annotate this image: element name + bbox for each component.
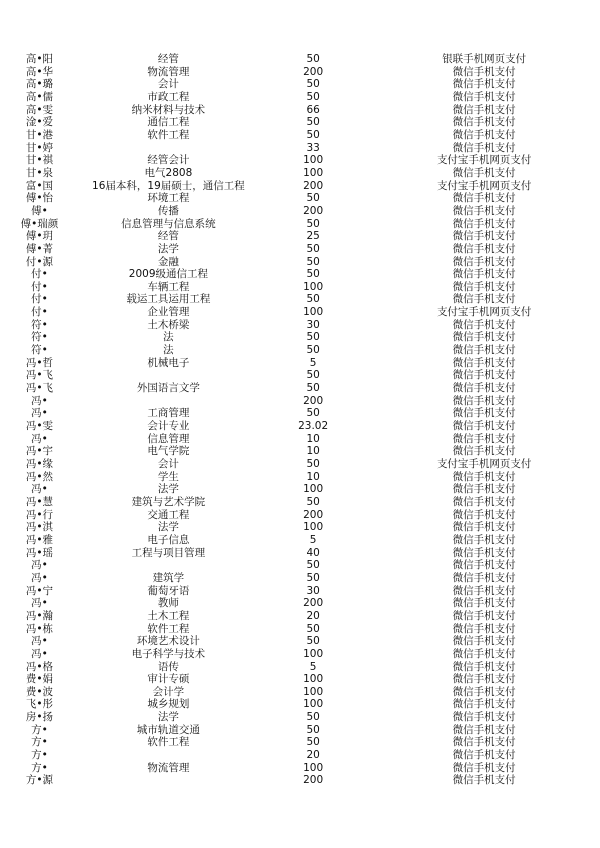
- table-row: [0, 331, 600, 344]
- donor-name-cell: 冯•雯: [25, 420, 54, 433]
- table-row: [0, 129, 600, 142]
- payment-method-cell: 微信手机支付: [452, 382, 516, 395]
- major-cell: 法: [163, 344, 174, 357]
- major-cell: 电气学院: [147, 445, 190, 458]
- table-row: [0, 142, 600, 155]
- donation-table: [0, 53, 600, 787]
- payment-method-cell: 微信手机支付: [452, 445, 516, 458]
- major-cell: 载运工具运用工程: [126, 293, 211, 306]
- major-cell: [79, 774, 258, 787]
- amount-cell: 10: [306, 432, 320, 445]
- table-row: [0, 78, 600, 91]
- table-row: [0, 420, 600, 433]
- donor-name-cell: 傅•瑞颜: [20, 217, 59, 230]
- major-cell: 会计专业: [147, 420, 190, 433]
- donor-name-cell: 冯•: [31, 571, 48, 584]
- table-row: [0, 623, 600, 636]
- table-row: [0, 749, 600, 762]
- table-row: [0, 762, 600, 775]
- table-row: [0, 369, 600, 382]
- donor-name-cell: 冯•缘: [25, 458, 54, 470]
- donor-name-cell: 冯•瀚: [25, 609, 54, 622]
- table-row: [0, 116, 600, 129]
- amount-cell: 50: [306, 495, 320, 508]
- amount-cell: 50: [306, 711, 320, 724]
- table-row: [0, 496, 600, 509]
- amount-cell: 100: [303, 698, 324, 711]
- major-cell: [79, 559, 258, 572]
- payment-method-cell: 微信手机支付: [452, 495, 516, 508]
- major-cell: 金融: [157, 255, 179, 268]
- major-cell: 外国语言文学: [136, 382, 200, 395]
- payment-method-cell: 支付宝手机网页支付: [436, 154, 532, 167]
- donor-name-cell: 高•儒: [25, 90, 54, 103]
- major-cell: 纳米材料与技术: [131, 103, 206, 116]
- amount-cell: 40: [306, 546, 320, 559]
- payment-method-cell: 微信手机支付: [452, 217, 516, 230]
- amount-cell: 5: [309, 533, 317, 546]
- donor-name-cell: 冯•宇: [25, 445, 54, 458]
- donor-name-cell: 付•源: [25, 255, 54, 268]
- amount-cell: 200: [303, 204, 324, 217]
- table-row: [0, 293, 600, 306]
- donor-name-cell: 甘•泉: [25, 166, 54, 179]
- donor-name-cell: 符•: [31, 318, 48, 331]
- donor-name-cell: 甘•港: [25, 128, 54, 141]
- donor-name-cell: 傅•: [31, 204, 48, 217]
- table-body: [0, 53, 600, 787]
- major-cell: 环境艺术设计: [136, 635, 200, 648]
- major-cell: 会计: [157, 458, 179, 470]
- major-cell: 电气2808: [144, 166, 193, 179]
- table-row: [0, 104, 600, 117]
- major-cell: [79, 142, 258, 155]
- amount-cell: 66: [306, 103, 320, 116]
- amount-cell: 50: [306, 458, 320, 470]
- payment-method-cell: 微信手机支付: [452, 344, 516, 357]
- amount-cell: 200: [303, 179, 324, 192]
- major-cell: 建筑学: [152, 571, 185, 584]
- amount-cell: 5: [309, 356, 317, 369]
- table-row: [0, 268, 600, 281]
- payment-method-cell: 微信手机支付: [452, 660, 516, 673]
- amount-cell: 50: [306, 369, 320, 382]
- amount-cell: 50: [306, 53, 320, 65]
- donor-name-cell: 傅•玥: [25, 230, 54, 243]
- table-row: [0, 344, 600, 357]
- donor-name-cell: 高•雯: [25, 103, 54, 116]
- amount-cell: 50: [306, 723, 320, 736]
- amount-cell: 200: [303, 774, 324, 787]
- donor-name-cell: 冯•: [31, 407, 48, 420]
- table-row: [0, 433, 600, 446]
- payment-method-cell: 微信手机支付: [452, 546, 516, 559]
- major-cell: 软件工程: [147, 736, 190, 749]
- payment-method-cell: 支付宝手机网页支付: [436, 179, 532, 192]
- amount-cell: 10: [306, 470, 320, 483]
- amount-cell: 100: [303, 521, 324, 534]
- table-row: [0, 382, 600, 395]
- table-row: [0, 724, 600, 737]
- payment-method-cell: 支付宝手机网页支付: [436, 306, 532, 319]
- amount-cell: 50: [306, 622, 320, 635]
- major-cell: 土木工程: [147, 609, 190, 622]
- amount-cell: 20: [306, 749, 320, 762]
- payment-method-cell: 微信手机支付: [452, 318, 516, 331]
- major-cell: 信息管理: [147, 432, 190, 445]
- table-row: [0, 243, 600, 256]
- amount-cell: 200: [303, 394, 324, 407]
- major-cell: 物流管理: [147, 761, 190, 774]
- major-cell: 城乡规划: [147, 698, 190, 711]
- payment-method-cell: 微信手机支付: [452, 90, 516, 103]
- payment-method-cell: 微信手机支付: [452, 128, 516, 141]
- donor-name-cell: 方•: [31, 761, 48, 774]
- payment-method-cell: 微信手机支付: [452, 116, 516, 129]
- major-cell: [79, 749, 258, 762]
- payment-method-cell: 银联手机网页支付: [442, 53, 527, 65]
- amount-cell: 23.02: [298, 420, 329, 433]
- amount-cell: 50: [306, 90, 320, 103]
- donor-name-cell: 付•: [31, 306, 48, 319]
- payment-method-cell: 微信手机支付: [452, 230, 516, 243]
- donor-name-cell: 冯•行: [25, 508, 54, 521]
- amount-cell: 20: [306, 609, 320, 622]
- donor-name-cell: 冯•: [31, 483, 48, 496]
- major-cell: 通信工程: [147, 116, 190, 129]
- table-row: [0, 91, 600, 104]
- major-cell: 环境工程: [147, 192, 190, 205]
- payment-method-cell: 微信手机支付: [452, 521, 516, 534]
- major-cell: 电子信息: [147, 533, 190, 546]
- table-row: [0, 256, 600, 269]
- table-row: [0, 572, 600, 585]
- major-cell: 葡萄牙语: [147, 584, 190, 597]
- payment-method-cell: 微信手机支付: [452, 356, 516, 369]
- major-cell: [79, 369, 258, 382]
- table-row: [0, 711, 600, 724]
- amount-cell: 50: [306, 78, 320, 91]
- table-row: [0, 547, 600, 560]
- donor-name-cell: 冯•格: [25, 660, 54, 673]
- payment-method-cell: 微信手机支付: [452, 255, 516, 268]
- amount-cell: 100: [303, 647, 324, 660]
- payment-method-cell: 微信手机支付: [452, 280, 516, 293]
- table-row: [0, 192, 600, 205]
- amount-cell: 200: [303, 597, 324, 610]
- major-cell: 审计专硕: [147, 673, 190, 686]
- donor-name-cell: 甘•祺: [25, 154, 54, 167]
- amount-cell: 50: [306, 331, 320, 344]
- payment-method-cell: 微信手机支付: [452, 749, 516, 762]
- payment-method-cell: 微信手机支付: [452, 761, 516, 774]
- donor-name-cell: 冯•飞: [25, 369, 54, 382]
- amount-cell: 50: [306, 344, 320, 357]
- donor-name-cell: 方•: [31, 723, 48, 736]
- donor-name-cell: 方•: [31, 749, 48, 762]
- table-row: [0, 509, 600, 522]
- table-row: [0, 686, 600, 699]
- donor-name-cell: 冯•: [31, 647, 48, 660]
- major-cell: 语传: [157, 660, 179, 673]
- table-row: [0, 66, 600, 79]
- donor-name-cell: 冯•: [31, 432, 48, 445]
- payment-method-cell: 微信手机支付: [452, 420, 516, 433]
- payment-method-cell: 微信手机支付: [452, 508, 516, 521]
- amount-cell: 50: [306, 559, 320, 572]
- table-row: [0, 306, 600, 319]
- amount-cell: 50: [306, 217, 320, 230]
- payment-method-cell: 微信手机支付: [452, 622, 516, 635]
- payment-method-cell: 微信手机支付: [452, 204, 516, 217]
- major-cell: 企业管理: [147, 306, 190, 319]
- major-cell: 经管会计: [147, 154, 190, 167]
- table-row: [0, 559, 600, 572]
- payment-method-cell: 微信手机支付: [452, 559, 516, 572]
- major-cell: 机械电子: [147, 356, 190, 369]
- donor-name-cell: 付•: [31, 268, 48, 281]
- major-cell: 法学: [157, 483, 179, 496]
- table-row: [0, 458, 600, 471]
- payment-method-cell: 微信手机支付: [452, 685, 516, 698]
- table-row: [0, 661, 600, 674]
- payment-method-cell: 微信手机支付: [452, 407, 516, 420]
- donor-name-cell: 冯•: [31, 597, 48, 610]
- major-cell: [79, 395, 258, 408]
- payment-method-cell: 微信手机支付: [452, 293, 516, 306]
- donor-name-cell: 符•: [31, 331, 48, 344]
- amount-cell: 50: [306, 736, 320, 749]
- table-row: [0, 230, 600, 243]
- major-cell: 会计学: [152, 685, 185, 698]
- amount-cell: 50: [306, 255, 320, 268]
- amount-cell: 100: [303, 166, 324, 179]
- major-cell: 软件工程: [147, 622, 190, 635]
- amount-cell: 50: [306, 382, 320, 395]
- amount-cell: 100: [303, 483, 324, 496]
- table-row: [0, 648, 600, 661]
- payment-method-cell: 微信手机支付: [452, 609, 516, 622]
- payment-method-cell: 微信手机支付: [452, 533, 516, 546]
- table-row: [0, 521, 600, 534]
- table-row: [0, 445, 600, 458]
- major-cell: 16届本科，19届硕士，通信工程: [92, 179, 245, 192]
- payment-method-cell: 微信手机支付: [452, 65, 516, 78]
- table-row: [0, 53, 600, 66]
- payment-method-cell: 微信手机支付: [452, 673, 516, 686]
- donor-name-cell: 冯•慧: [25, 495, 54, 508]
- payment-method-cell: 微信手机支付: [452, 723, 516, 736]
- table-row: [0, 167, 600, 180]
- donor-name-cell: 冯•雅: [25, 533, 54, 546]
- table-row: [0, 407, 600, 420]
- payment-method-cell: 微信手机支付: [452, 141, 516, 154]
- amount-cell: 50: [306, 192, 320, 205]
- table-row: [0, 281, 600, 294]
- table-row: [0, 180, 600, 193]
- major-cell: 软件工程: [147, 128, 190, 141]
- major-cell: 交通工程: [147, 508, 190, 521]
- donor-name-cell: 费•娟: [25, 673, 54, 686]
- amount-cell: 100: [303, 673, 324, 686]
- major-cell: 学生: [157, 470, 179, 483]
- major-cell: 法学: [157, 242, 179, 255]
- donor-name-cell: 傅•怡: [25, 192, 54, 205]
- major-cell: 传播: [157, 204, 179, 217]
- amount-cell: 33: [306, 141, 320, 154]
- major-cell: 法学: [157, 711, 179, 724]
- table-row: [0, 585, 600, 598]
- donor-name-cell: 方•: [31, 736, 48, 749]
- payment-method-cell: 微信手机支付: [452, 242, 516, 255]
- major-cell: 城市轨道交通: [136, 723, 200, 736]
- donor-name-cell: 冯•然: [25, 470, 54, 483]
- major-cell: 法: [163, 331, 174, 344]
- table-row: [0, 534, 600, 547]
- payment-method-cell: 微信手机支付: [452, 483, 516, 496]
- amount-cell: 10: [306, 445, 320, 458]
- amount-cell: 100: [303, 306, 324, 319]
- donor-name-cell: 高•璐: [25, 78, 54, 91]
- table-row: [0, 698, 600, 711]
- donor-name-cell: 冯•: [31, 394, 48, 407]
- payment-method-cell: 微信手机支付: [452, 369, 516, 382]
- table-row: [0, 483, 600, 496]
- major-cell: 信息管理与信息系统: [121, 217, 216, 230]
- payment-method-cell: 微信手机支付: [452, 698, 516, 711]
- donor-name-cell: 冯•: [31, 635, 48, 648]
- major-cell: 经管: [157, 53, 179, 65]
- table-row: [0, 357, 600, 370]
- payment-method-cell: 微信手机支付: [452, 635, 516, 648]
- table-row: [0, 597, 600, 610]
- amount-cell: 50: [306, 407, 320, 420]
- amount-cell: 50: [306, 293, 320, 306]
- amount-cell: 30: [306, 584, 320, 597]
- major-cell: 2009级通信工程: [128, 268, 209, 281]
- table-row: [0, 205, 600, 218]
- table-row: [0, 736, 600, 749]
- payment-method-cell: 微信手机支付: [452, 192, 516, 205]
- payment-method-cell: 微信手机支付: [452, 166, 516, 179]
- amount-cell: 200: [303, 65, 324, 78]
- major-cell: 土木桥梁: [147, 318, 190, 331]
- table-row: [0, 635, 600, 648]
- table-row: [0, 395, 600, 408]
- payment-method-cell: 微信手机支付: [452, 774, 516, 787]
- payment-method-cell: 微信手机支付: [452, 78, 516, 91]
- major-cell: 市政工程: [147, 90, 190, 103]
- major-cell: 车辆工程: [147, 280, 190, 293]
- major-cell: 工商管理: [147, 407, 190, 420]
- donor-name-cell: 冯•栋: [25, 622, 54, 635]
- payment-method-cell: 微信手机支付: [452, 571, 516, 584]
- major-cell: 法学: [157, 521, 179, 534]
- donor-name-cell: 淦•爱: [25, 116, 54, 129]
- table-row: [0, 774, 600, 787]
- donor-name-cell: 付•: [31, 293, 48, 306]
- payment-method-cell: 微信手机支付: [452, 331, 516, 344]
- donor-name-cell: 冯•飞: [25, 382, 54, 395]
- payment-method-cell: 微信手机支付: [452, 103, 516, 116]
- major-cell: 会计: [157, 78, 179, 91]
- payment-method-cell: 微信手机支付: [452, 647, 516, 660]
- donor-name-cell: 飞•彤: [25, 698, 54, 711]
- amount-cell: 100: [303, 154, 324, 167]
- table-row: [0, 154, 600, 167]
- donor-name-cell: 傅•菁: [25, 242, 54, 255]
- amount-cell: 200: [303, 508, 324, 521]
- table-row: [0, 471, 600, 484]
- amount-cell: 100: [303, 280, 324, 293]
- donor-name-cell: 冯•瑶: [25, 546, 54, 559]
- table-row: [0, 319, 600, 332]
- donor-name-cell: 房•扬: [25, 711, 54, 724]
- major-cell: 经管: [157, 230, 179, 243]
- payment-method-cell: 微信手机支付: [452, 584, 516, 597]
- amount-cell: 50: [306, 242, 320, 255]
- amount-cell: 30: [306, 318, 320, 331]
- major-cell: 工程与项目管理: [131, 546, 206, 559]
- amount-cell: 100: [303, 761, 324, 774]
- donor-name-cell: 甘•婷: [25, 141, 54, 154]
- amount-cell: 5: [309, 660, 317, 673]
- payment-method-cell: 微信手机支付: [452, 597, 516, 610]
- donor-name-cell: 冯•淇: [25, 521, 54, 534]
- donor-name-cell: 冯•宁: [25, 584, 54, 597]
- payment-method-cell: 微信手机支付: [452, 268, 516, 281]
- donor-name-cell: 富•国: [25, 179, 54, 192]
- payment-method-cell: 支付宝手机网页支付: [436, 458, 532, 470]
- amount-cell: 50: [306, 116, 320, 129]
- table-row: [0, 610, 600, 623]
- donor-name-cell: 冯•: [31, 559, 48, 572]
- amount-cell: 100: [303, 685, 324, 698]
- major-cell: 物流管理: [147, 65, 190, 78]
- payment-method-cell: 微信手机支付: [452, 432, 516, 445]
- donor-name-cell: 付•: [31, 280, 48, 293]
- donor-name-cell: 方•源: [25, 774, 54, 787]
- donor-name-cell: 费•波: [25, 685, 54, 698]
- donor-name-cell: 冯•哲: [25, 356, 54, 369]
- payment-method-cell: 微信手机支付: [452, 470, 516, 483]
- amount-cell: 50: [306, 571, 320, 584]
- payment-method-cell: 微信手机支付: [452, 394, 516, 407]
- table-row: [0, 673, 600, 686]
- amount-cell: 50: [306, 128, 320, 141]
- payment-method-cell: 微信手机支付: [452, 711, 516, 724]
- major-cell: 教师: [157, 597, 179, 610]
- major-cell: 建筑与艺术学院: [131, 495, 206, 508]
- donor-name-cell: 符•: [31, 344, 48, 357]
- table-row: [0, 218, 600, 231]
- amount-cell: 50: [306, 268, 320, 281]
- donor-name-cell: 高•华: [25, 65, 54, 78]
- payment-method-cell: 微信手机支付: [452, 736, 516, 749]
- donor-name-cell: 高•阳: [25, 53, 54, 65]
- amount-cell: 25: [306, 230, 320, 243]
- amount-cell: 50: [306, 635, 320, 648]
- major-cell: 电子科学与技术: [131, 647, 206, 660]
